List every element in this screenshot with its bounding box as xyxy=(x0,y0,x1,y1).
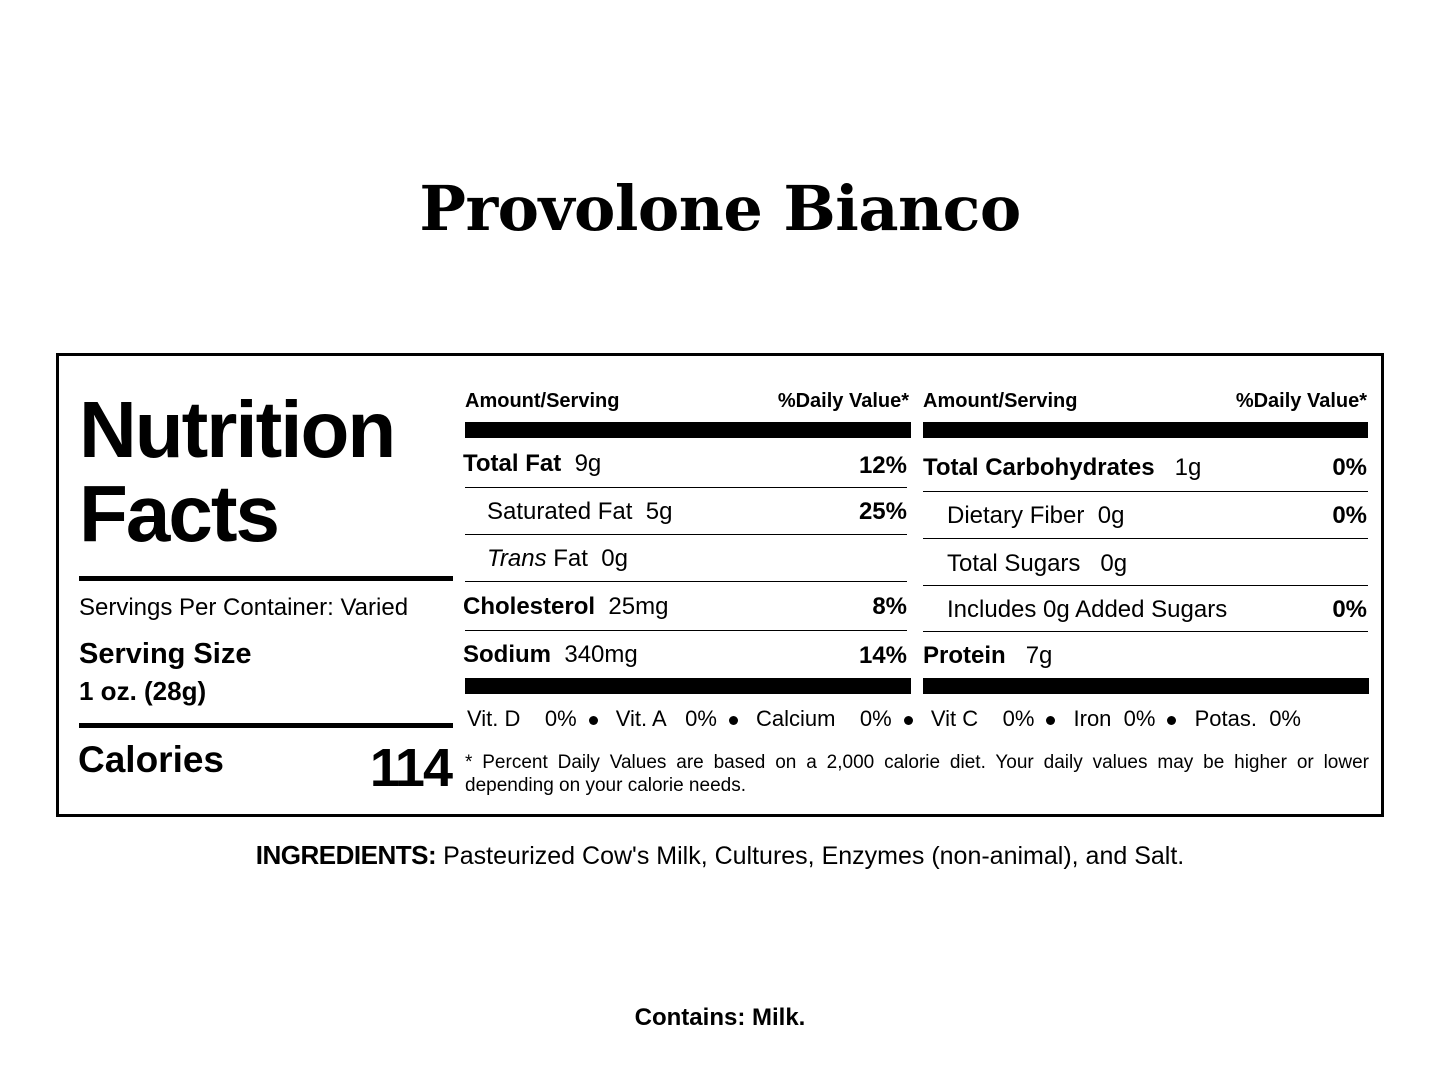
sodium-label: Sodium xyxy=(463,641,551,668)
saturated-fat-row xyxy=(487,498,672,526)
divider-thin xyxy=(923,631,1368,632)
ingredients-line xyxy=(0,840,1440,871)
divider-thin xyxy=(465,630,907,631)
divider-thick xyxy=(79,723,453,728)
sodium-amount: 340mg xyxy=(564,641,638,668)
trans-fat-label: Fat xyxy=(553,545,588,572)
potassium-value: 0% xyxy=(1269,706,1301,731)
vit-a-value: 0% xyxy=(685,706,717,731)
dietary-fiber-dv: 0% xyxy=(1332,502,1367,529)
heading-line-2: Facts xyxy=(79,469,278,558)
sodium-row xyxy=(463,641,638,669)
dietary-fiber-amount: 0g xyxy=(1097,502,1125,529)
vit-d-label: Vit. D xyxy=(467,706,521,731)
ingredients-label: INGREDIENTS: xyxy=(255,840,437,870)
divider-thick xyxy=(465,422,911,438)
calcium-label: Calcium xyxy=(756,706,836,731)
iron-label: Iron xyxy=(1073,706,1112,731)
total-sugars-row xyxy=(947,550,1127,578)
added-sugars-row xyxy=(947,596,1227,624)
calories-value: 114 xyxy=(369,738,451,798)
potassium-label: Potas. xyxy=(1194,706,1257,731)
protein-row xyxy=(923,642,1052,670)
total-carbohydrates-amount: 1g xyxy=(1174,454,1202,481)
bullet-icon xyxy=(1167,716,1176,725)
divider-thin xyxy=(923,491,1368,492)
daily-value-header-right: %Daily Value* xyxy=(1235,390,1367,412)
servings-per-container: Servings Per Container: Varied xyxy=(79,594,409,621)
calories-label: Calories xyxy=(78,739,225,780)
daily-value-footnote: * Percent Daily Values are based on a 2,000 calorie diet. Your daily values may be higher or lower depending on your calorie needs. xyxy=(465,752,1369,796)
vit-c-label: Vit C xyxy=(930,706,979,731)
added-sugars-dv: 0% xyxy=(1332,596,1367,623)
saturated-fat-amount: 5g xyxy=(645,498,673,525)
total-sugars-amount: 0g xyxy=(1100,550,1128,577)
iron-value: 0% xyxy=(1123,706,1156,731)
trans-fat-amount: 0g xyxy=(601,545,628,572)
total-sugars-label: Total Sugars xyxy=(947,550,1081,577)
serving-size-label: Serving Size xyxy=(79,638,252,670)
divider-thin xyxy=(923,538,1368,539)
vit-a-label: Vit. A xyxy=(615,706,667,731)
total-carbohydrates-row xyxy=(923,454,1201,482)
bullet-icon xyxy=(1046,716,1055,725)
bullet-icon xyxy=(904,716,913,725)
allergen-statement: Contains: Milk. xyxy=(634,1004,806,1031)
divider-thick xyxy=(465,678,911,694)
dietary-fiber-row xyxy=(947,502,1124,530)
trans-fat-row xyxy=(487,545,628,573)
amount-per-serving-header-right: Amount/Serving xyxy=(923,390,1078,412)
nutrition-facts-heading xyxy=(79,385,395,558)
amount-per-serving-header: Amount/Serving xyxy=(465,390,620,412)
total-fat-row xyxy=(463,450,601,478)
calcium-value: 0% xyxy=(859,706,892,731)
total-fat-amount: 9g xyxy=(574,450,602,477)
divider-thin xyxy=(465,581,907,582)
heading-line-1: Nutrition xyxy=(79,385,395,474)
vitamins-row xyxy=(467,706,1301,732)
bullet-icon xyxy=(589,716,598,725)
added-sugars-label: Includes 0g Added Sugars xyxy=(947,596,1228,623)
sodium-dv: 14% xyxy=(858,642,907,669)
nutrition-facts-panel xyxy=(56,353,1384,817)
product-title: Provolone Bianco xyxy=(419,172,1021,245)
vit-c-value: 0% xyxy=(1002,706,1035,731)
divider-thick xyxy=(923,678,1369,694)
total-carbohydrates-label: Total Carbohydrates xyxy=(923,454,1155,481)
saturated-fat-dv: 25% xyxy=(858,498,907,525)
total-carbohydrates-dv: 0% xyxy=(1332,454,1367,481)
bullet-icon xyxy=(729,716,738,725)
cholesterol-label: Cholesterol xyxy=(463,593,596,620)
vit-d-value: 0% xyxy=(544,706,577,731)
divider-thick xyxy=(79,576,453,581)
divider-thick xyxy=(923,422,1368,438)
cholesterol-dv: 8% xyxy=(872,593,907,620)
total-fat-dv: 12% xyxy=(858,452,907,479)
protein-amount: 7g xyxy=(1025,642,1053,669)
ingredients-text: Pasteurized Cow's Milk, Cultures, Enzymes (non-animal), and Salt. xyxy=(443,842,1185,870)
divider-thin xyxy=(465,487,907,488)
serving-size-value: 1 oz. (28g) xyxy=(79,676,207,706)
protein-label: Protein xyxy=(923,642,1006,669)
trans-fat-italic-label: Trans xyxy=(487,545,547,572)
dietary-fiber-label: Dietary Fiber xyxy=(947,502,1085,529)
cholesterol-row xyxy=(463,593,668,621)
total-fat-label: Total Fat xyxy=(463,450,562,477)
divider-thin xyxy=(465,534,907,535)
cholesterol-amount: 25mg xyxy=(608,593,669,620)
daily-value-header: %Daily Value* xyxy=(777,390,909,412)
saturated-fat-label: Saturated Fat xyxy=(487,498,633,525)
divider-thin xyxy=(923,585,1368,586)
